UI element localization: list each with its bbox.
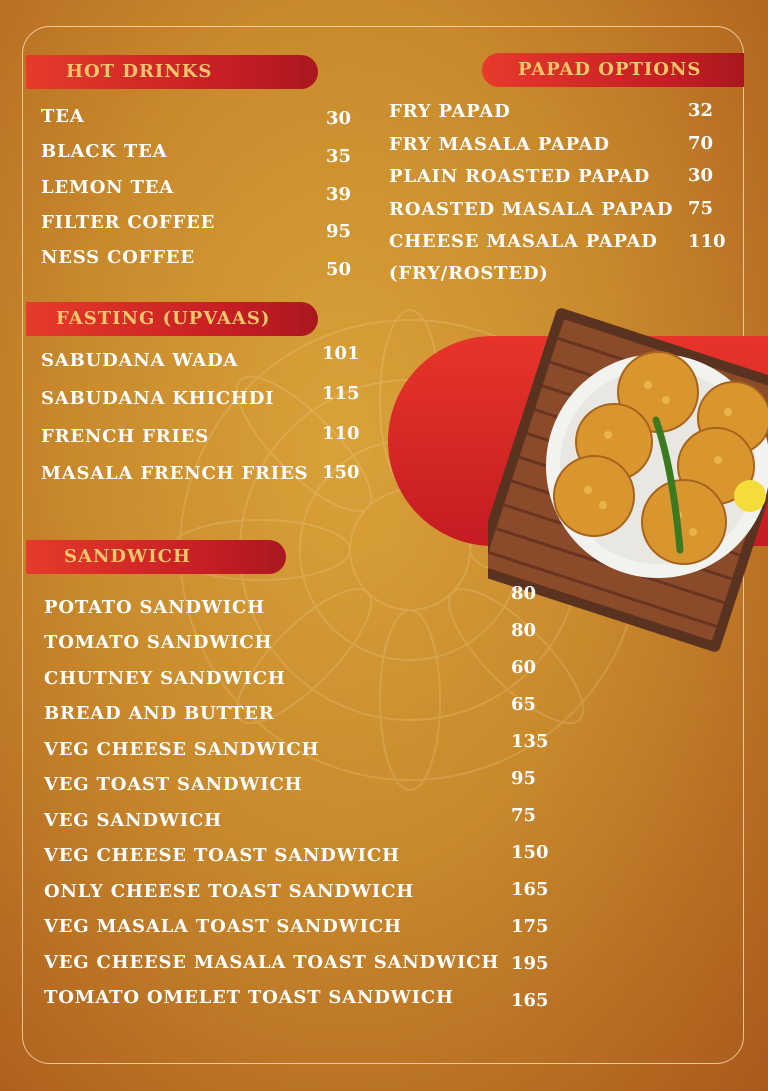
fasting-heading: FASTING (UPVAAS) bbox=[26, 302, 318, 336]
sandwich-item: TOMATO OMELET TOAST SANDWICH bbox=[44, 987, 454, 1008]
sandwich-item: CHUTNEY SANDWICH bbox=[44, 668, 286, 689]
papad-item: ROASTED MASALA PAPAD bbox=[389, 199, 674, 220]
papad-item: CHEESE MASALA PAPAD bbox=[389, 231, 658, 252]
sandwich-item: VEG SANDWICH bbox=[44, 810, 222, 831]
sandwich-item: VEG MASALA TOAST SANDWICH bbox=[44, 916, 402, 937]
sandwich-heading: SANDWICH bbox=[26, 540, 286, 574]
sandwich-price: 150 bbox=[511, 842, 549, 863]
papad-item: FRY PAPAD bbox=[389, 101, 511, 122]
hot-drinks-price: 35 bbox=[326, 146, 352, 167]
sandwich-price: 95 bbox=[511, 768, 537, 789]
sandwich-item: ONLY CHEESE TOAST SANDWICH bbox=[44, 881, 415, 902]
papad-price: 32 bbox=[688, 100, 714, 121]
hot-drinks-price: 95 bbox=[326, 221, 352, 242]
sandwich-item: VEG TOAST SANDWICH bbox=[44, 774, 303, 795]
sandwich-item: TOMATO SANDWICH bbox=[44, 632, 273, 653]
sandwich-price: 80 bbox=[511, 583, 537, 604]
fasting-price: 150 bbox=[322, 462, 360, 483]
hot-drinks-heading: HOT DRINKS bbox=[26, 55, 318, 89]
fasting-price: 110 bbox=[322, 423, 360, 444]
hot-drinks-price: 39 bbox=[326, 184, 352, 205]
sandwich-item: POTATO SANDWICH bbox=[44, 597, 265, 618]
fasting-item: FRENCH FRIES bbox=[41, 426, 209, 447]
hot-drinks-item: LEMON TEA bbox=[41, 177, 174, 198]
fasting-item: SABUDANA KHICHDI bbox=[41, 388, 275, 409]
fasting-price: 101 bbox=[322, 343, 360, 364]
sabudana-wada-photo bbox=[488, 300, 768, 670]
papad-price: 75 bbox=[688, 198, 714, 219]
fasting-price: 115 bbox=[322, 383, 360, 404]
sandwich-price: 175 bbox=[511, 916, 549, 937]
sandwich-item: VEG CHEESE TOAST SANDWICH bbox=[44, 845, 400, 866]
sandwich-item: BREAD AND BUTTER bbox=[44, 703, 275, 724]
papad-item: FRY MASALA PAPAD bbox=[389, 134, 610, 155]
sandwich-item: VEG CHEESE MASALA TOAST SANDWICH bbox=[44, 952, 500, 973]
hot-drinks-price: 50 bbox=[326, 259, 352, 280]
sandwich-item: VEG CHEESE SANDWICH bbox=[44, 739, 320, 760]
papad-price: 30 bbox=[688, 165, 714, 186]
sandwich-price: 65 bbox=[511, 694, 537, 715]
sandwich-price: 80 bbox=[511, 620, 537, 641]
hot-drinks-item: NESS COFFEE bbox=[41, 247, 195, 268]
fasting-item: SABUDANA WADA bbox=[41, 350, 239, 371]
hot-drinks-item: FILTER COFFEE bbox=[41, 212, 216, 233]
hot-drinks-item: BLACK TEA bbox=[41, 141, 168, 162]
hot-drinks-price: 30 bbox=[326, 108, 352, 129]
papad-item: PLAIN ROASTED PAPAD bbox=[389, 166, 651, 187]
papad-note: (FRY/ROSTED) bbox=[389, 263, 549, 284]
papad-options-heading: PAPAD OPTIONS bbox=[482, 53, 744, 87]
fasting-item: MASALA FRENCH FRIES bbox=[41, 463, 309, 484]
sandwich-price: 165 bbox=[511, 879, 549, 900]
sandwich-price: 195 bbox=[511, 953, 549, 974]
sandwich-price: 75 bbox=[511, 805, 537, 826]
papad-price: 110 bbox=[688, 231, 726, 252]
sandwich-price: 135 bbox=[511, 731, 549, 752]
sandwich-price: 60 bbox=[511, 657, 537, 678]
sandwich-price: 165 bbox=[511, 990, 549, 1011]
hot-drinks-item: TEA bbox=[41, 106, 85, 127]
papad-price: 70 bbox=[688, 133, 714, 154]
